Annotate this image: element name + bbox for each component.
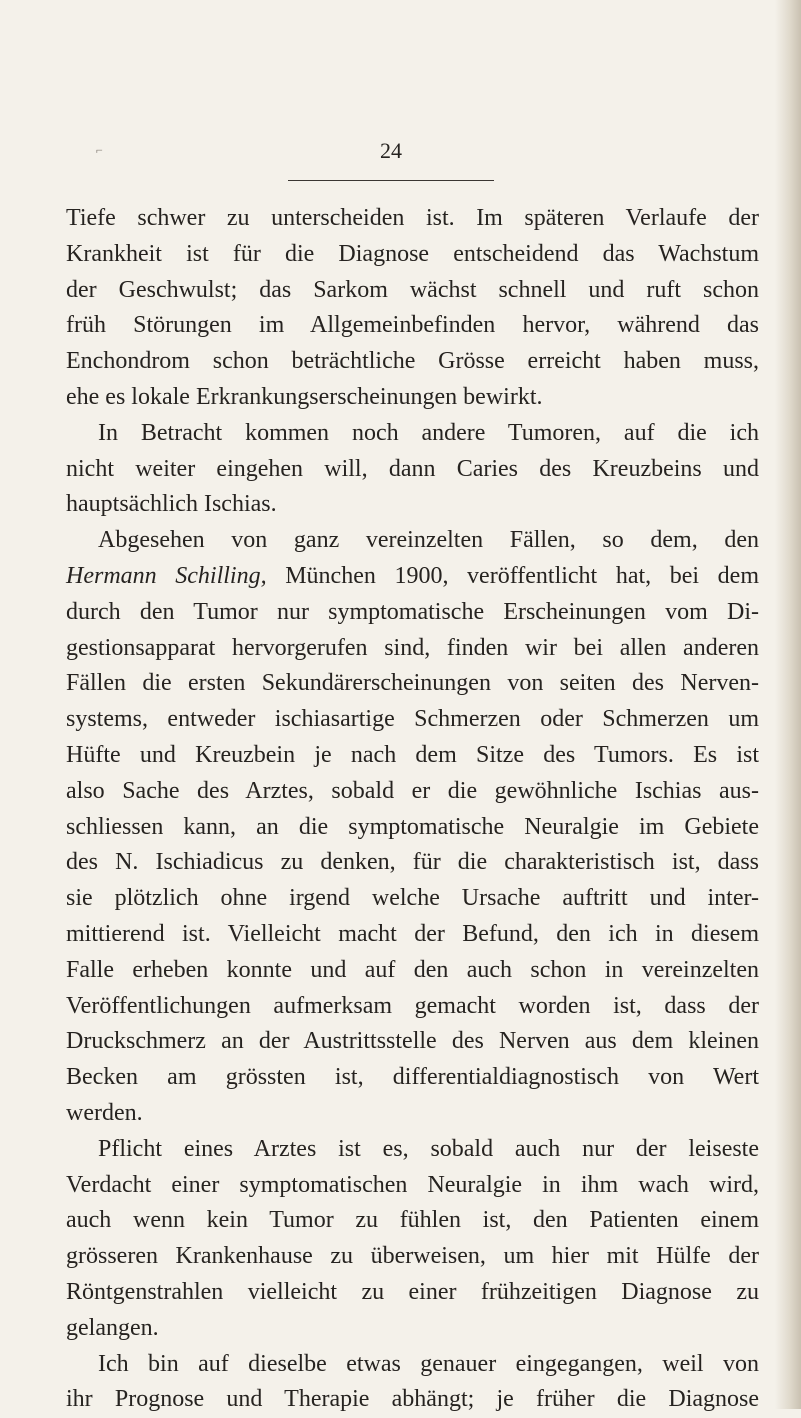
text-line: Fällen die ersten Sekundärerscheinungen von seiten des Nerven-: [66, 670, 759, 697]
page-number-rule: [288, 180, 494, 181]
text-line: ihr Prognose und Therapie abhängt; je früher die Diagnose: [66, 1386, 759, 1413]
text-line: werden.: [66, 1099, 143, 1126]
text-line: Krankheit ist für die Diagnose entscheidend das Wachstum: [66, 240, 759, 267]
text-line: Enchondrom schon beträchtliche Grösse erreicht haben muss,: [66, 348, 759, 375]
text-line: Abgesehen von ganz vereinzelten Fällen, so dem, den: [98, 527, 759, 554]
text-line: systems, entweder ischiasartige Schmerzen oder Schmerzen um: [66, 706, 759, 733]
text-line: durch den Tumor nur symptomatische Erscheinungen vom Di-: [66, 598, 759, 625]
text-line: ehe es lokale Erkrankungserscheinungen bewirkt.: [66, 383, 543, 410]
text-line: also Sache des Arztes, sobald er die gewöhnliche Ischias aus-: [66, 777, 759, 804]
text-line: früh Störungen im Allgemeinbefinden hervor, während das: [66, 312, 759, 339]
text-line: sie plötzlich ohne irgend welche Ursache auftritt und inter-: [66, 885, 759, 912]
text-line: [66, 559, 759, 595]
text-line: auch wenn kein Tumor zu fühlen ist, den Patienten einem: [66, 1207, 759, 1234]
text-line: In Betracht kommen noch andere Tumoren, auf die ich: [98, 419, 759, 446]
text-line: Veröffentlichungen aufmerksam gemacht worden ist, dass der: [66, 992, 759, 1019]
text-line: Hüfte und Kreuzbein je nach dem Sitze des Tumors. Es ist: [66, 741, 759, 768]
page-number: 24: [380, 138, 402, 163]
text-line: Röntgenstrahlen vielleicht zu einer frühzeitigen Diagnose zu: [66, 1278, 759, 1305]
text-line: Verdacht einer symptomatischen Neuralgie in ihm wach wird,: [66, 1171, 759, 1198]
stray-ink-mark: ⌐: [96, 143, 103, 157]
text-line: Falle erheben konnte und auf den auch schon in vereinzelten: [66, 956, 759, 983]
author-name: Hermann Schilling,: [66, 562, 267, 589]
text-line: gelangen.: [66, 1314, 159, 1341]
text-line: Pflicht eines Arztes ist es, sobald auch nur der leiseste: [98, 1135, 759, 1162]
text-line: Becken am grössten ist, differentialdiagnostisch von Wert: [66, 1064, 759, 1091]
text-line: der Geschwulst; das Sarkom wächst schnell und ruft schon: [66, 276, 759, 303]
text-line-rest: München 1900, veröffentlicht hat, bei dem: [266, 562, 760, 589]
text-line: schliessen kann, an die symptomatische Neuralgie im Gebiete: [66, 813, 759, 840]
page-edge-shadow: [775, 0, 801, 1409]
text-line: Tiefe schwer zu unterscheiden ist. Im späteren Verlaufe der: [66, 205, 759, 231]
text-line: gestionsapparat hervorgerufen sind, finden wir bei allen anderen: [66, 634, 759, 661]
text-line: nicht weiter eingehen will, dann Caries des Kreuzbeins und: [66, 455, 759, 482]
text-line: mittierend ist. Vielleicht macht der Befund, den ich in diesem: [66, 920, 759, 947]
body-text: [66, 201, 759, 1418]
text-line: hauptsächlich Ischias.: [66, 491, 277, 518]
text-line: Ich bin auf dieselbe etwas genauer eingegangen, weil von: [98, 1350, 759, 1377]
text-line: Druckschmerz an der Austrittsstelle des Nerven aus dem kleinen: [66, 1028, 759, 1055]
text-line: des N. Ischiadicus zu denken, für die charakteristisch ist, dass: [66, 849, 759, 876]
text-line: grösseren Krankenhause zu überweisen, um hier mit Hülfe der: [66, 1243, 759, 1270]
